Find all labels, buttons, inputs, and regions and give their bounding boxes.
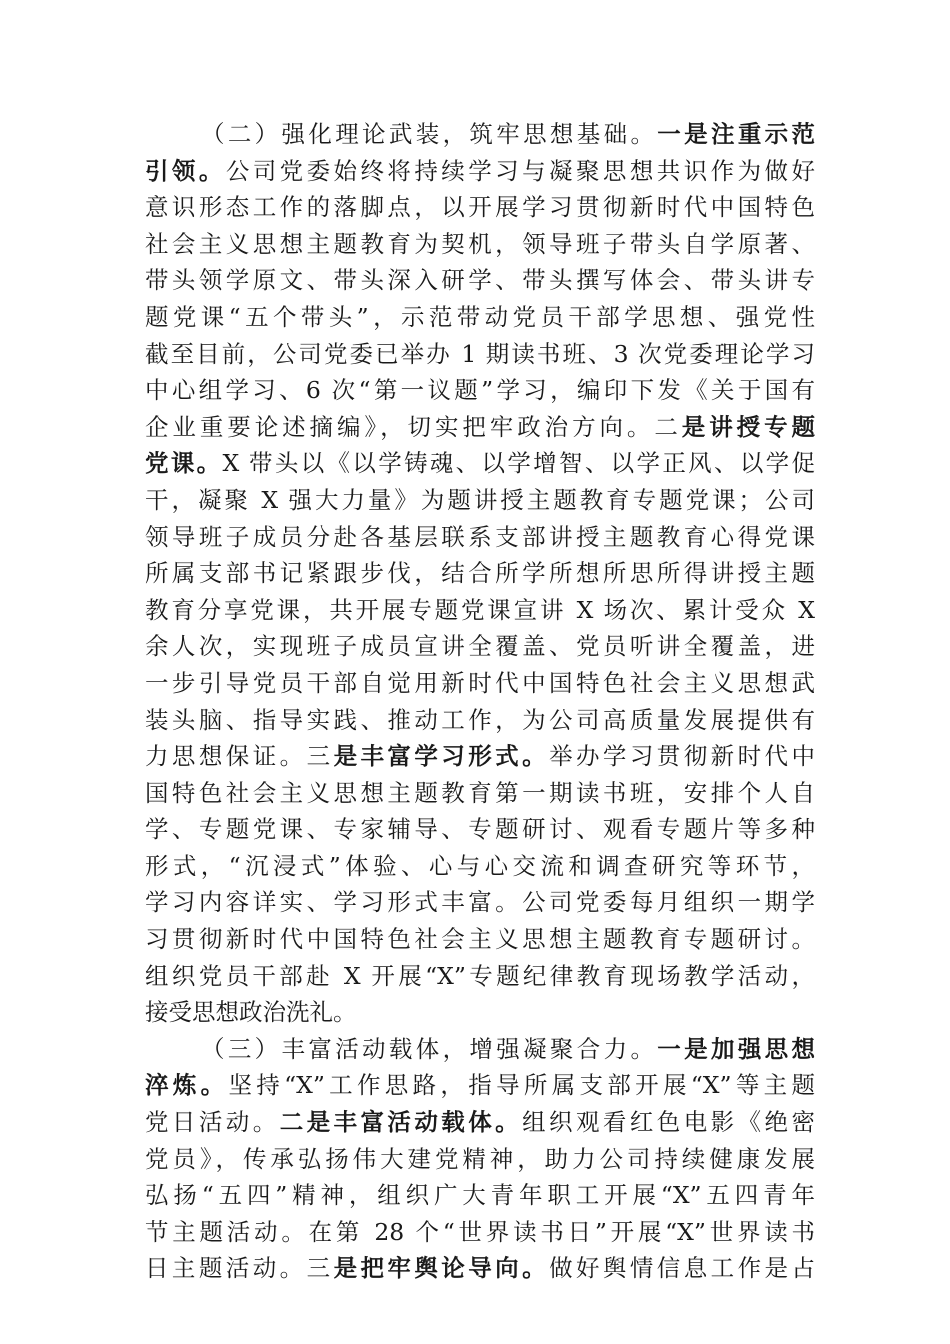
text-run: 接受思想政治洗礼。 bbox=[145, 998, 357, 1027]
text-run: 带头领学原文、带头深入研学、带头撰写体会、带头讲专 bbox=[145, 266, 815, 295]
paragraph-1-line bbox=[145, 958, 815, 995]
paragraph-1-line bbox=[145, 775, 815, 812]
paragraph-1-line bbox=[145, 445, 815, 482]
paragraph-2-line bbox=[145, 1250, 815, 1287]
text-run: 领导班子成员分赴各基层联系支部讲授主题教育心得党课 bbox=[145, 522, 815, 551]
text-run: 公司党委始终将持续学习与凝聚思想共识作为做好 bbox=[225, 156, 815, 185]
text-run: 党员》，传承弘扬伟大建党精神，助力公司持续健康发展 bbox=[145, 1144, 815, 1173]
paragraph-1-line bbox=[145, 665, 815, 702]
paragraph-1-line bbox=[145, 482, 815, 519]
text-run: 余人次，实现班子成员宣讲全覆盖、党员听讲全覆盖，进 bbox=[145, 632, 815, 661]
text-run: 一步引导党员干部自觉用新时代中国特色社会主义思想武 bbox=[145, 668, 815, 697]
bold-text: 党课。 bbox=[145, 449, 223, 478]
text-run: 日主题活动。三 bbox=[145, 1254, 334, 1283]
text-run: 中心组学习、6 次“第一议题”学习，编印下发《关于国有 bbox=[145, 376, 815, 405]
text-run: 学、专题党课、专家辅导、专题研讨、观看专题片等多种 bbox=[145, 815, 815, 844]
document-body bbox=[145, 116, 815, 1287]
text-run: （三）丰富活动载体，增强凝聚合力。 bbox=[201, 1034, 658, 1063]
paragraph-1-line bbox=[145, 519, 815, 556]
text-run: 力思想保证。三 bbox=[145, 742, 334, 771]
paragraph-1-line bbox=[145, 153, 815, 190]
text-run: X 带头以《以学铸魂、以学增智、以学正风、以学促 bbox=[222, 449, 816, 478]
paragraph-1-line bbox=[145, 336, 815, 373]
text-run: 弘扬“五四”精神，组织广大青年职工开展“X”五四青年 bbox=[145, 1181, 815, 1210]
text-run: 党日活动。 bbox=[145, 1108, 280, 1137]
paragraph-1-line bbox=[145, 848, 815, 885]
bold-text: 是把牢舆论导向。 bbox=[333, 1254, 550, 1283]
text-run: 习贯彻新时代中国特色社会主义思想主题教育专题研讨。 bbox=[145, 925, 815, 954]
text-run: 企业重要论述摘编》，切实把牢政治方向。二 bbox=[145, 412, 682, 441]
paragraph-1-line bbox=[145, 994, 815, 1031]
bold-text: 一是注重示范 bbox=[657, 120, 816, 148]
paragraph-1-line bbox=[145, 299, 815, 336]
paragraph-1-line bbox=[145, 884, 815, 921]
text-run: 国特色社会主义思想主题教育第一期读书班，安排个人自 bbox=[145, 778, 815, 807]
text-run: 坚持“X”工作思路，指导所属支部开展“X”等主题 bbox=[228, 1071, 816, 1100]
paragraph-1-line bbox=[145, 372, 815, 409]
text-run: 组织观看红色电影《绝密 bbox=[522, 1108, 815, 1137]
text-run: 截至目前，公司党委已举办 1 期读书班、3 次党委理论学习 bbox=[145, 339, 815, 368]
paragraph-1-line bbox=[145, 628, 815, 665]
text-run: 所属支部书记紧跟步伐，结合所学所想所思所得讲授主题 bbox=[145, 559, 815, 588]
paragraph-1-line bbox=[145, 116, 815, 153]
text-run: 做好舆情信息工作是占 bbox=[549, 1254, 815, 1283]
text-run: 社会主义思想主题教育为契机，领导班子带头自学原著、 bbox=[145, 229, 815, 258]
paragraph-2-line bbox=[145, 1104, 815, 1141]
paragraph-2-line bbox=[145, 1031, 815, 1068]
bold-text: 二是丰富活动载体。 bbox=[279, 1108, 523, 1137]
text-run: 学习内容详实、学习形式丰富。公司党委每月组织一期学 bbox=[145, 888, 815, 917]
paragraph-1-line bbox=[145, 555, 815, 592]
text-run: 意识形态工作的落脚点，以开展学习贯彻新时代中国特色 bbox=[145, 193, 815, 222]
bold-text: 是讲授专题 bbox=[681, 412, 816, 441]
bold-text: 是丰富学习形式。 bbox=[333, 742, 550, 771]
paragraph-1-line bbox=[145, 262, 815, 299]
paragraph-2-line bbox=[145, 1214, 815, 1251]
paragraph-1-line bbox=[145, 811, 815, 848]
paragraph-1-line bbox=[145, 226, 815, 263]
bold-text: 淬炼。 bbox=[145, 1071, 229, 1100]
text-run: 形式，“沉浸式”体验、心与心交流和调查研究等环节， bbox=[145, 851, 815, 880]
text-run: 干，凝聚 X 强大力量》为题讲授主题教育专题党课；公司 bbox=[145, 485, 815, 514]
text-run: 举办学习贯彻新时代中 bbox=[549, 742, 815, 771]
paragraph-1-line bbox=[145, 592, 815, 629]
bold-text: 引领。 bbox=[145, 156, 226, 185]
text-run: 节主题活动。在第 28 个“世界读书日”开展“X”世界读书 bbox=[145, 1217, 815, 1246]
text-run: 组织党员干部赴 X 开展“X”专题纪律教育现场教学活动， bbox=[145, 961, 815, 990]
paragraph-1-line bbox=[145, 409, 815, 446]
paragraph-2-line bbox=[145, 1177, 815, 1214]
text-run: 题党课“五个带头”，示范带动党员干部学思想、强党性 bbox=[145, 302, 815, 331]
paragraph-1-line bbox=[145, 921, 815, 958]
paragraph-2-line bbox=[145, 1067, 815, 1104]
paragraph-2-line bbox=[145, 1141, 815, 1178]
paragraph-1-line bbox=[145, 702, 815, 739]
text-run: （二）强化理论武装，筑牢思想基础。 bbox=[201, 120, 658, 148]
paragraph-1-line bbox=[145, 738, 815, 775]
paragraph-1-line bbox=[145, 189, 815, 226]
text-run: 教育分享党课，共开展专题党课宣讲 X 场次、累计受众 X bbox=[145, 595, 815, 624]
text-run: 装头脑、指导实践、推动工作，为公司高质量发展提供有 bbox=[145, 705, 815, 734]
bold-text: 一是加强思想 bbox=[657, 1034, 816, 1063]
